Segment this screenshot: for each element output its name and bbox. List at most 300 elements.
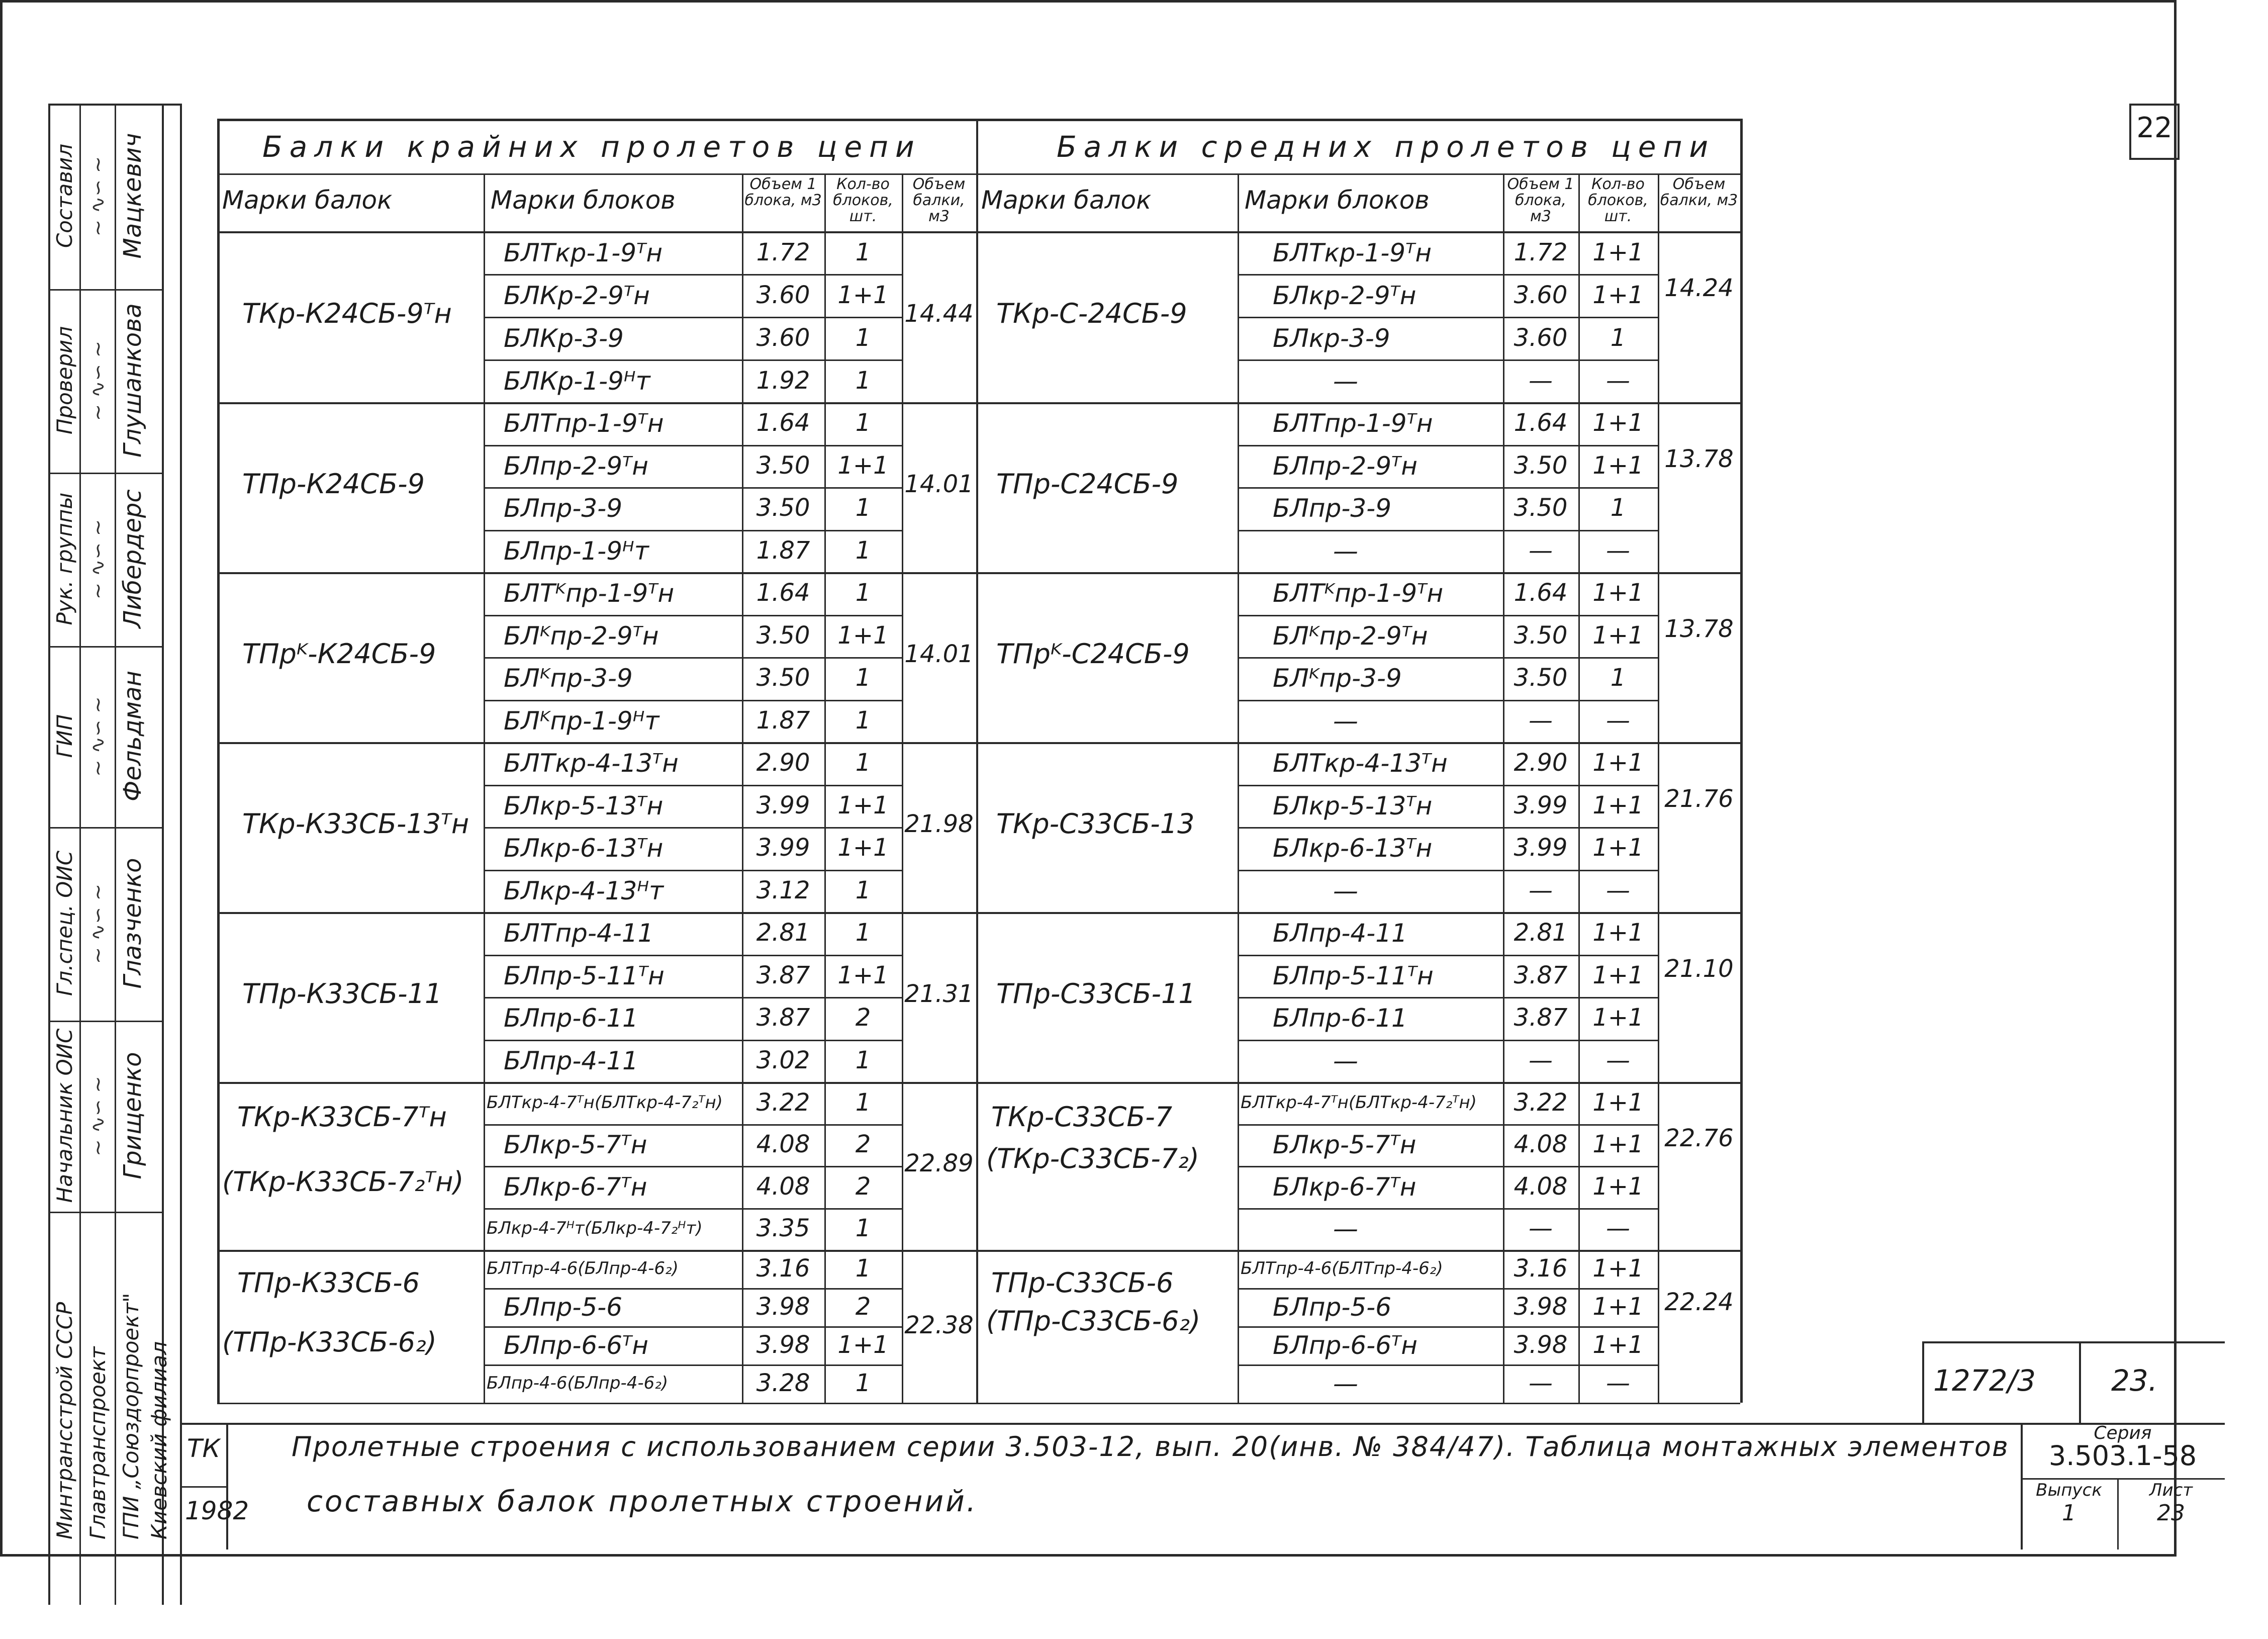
left-block-volume: 3.12 bbox=[756, 876, 810, 904]
right-block-mark: БЛТкр-4-7ᵀн(БЛТкр-4-7₂ᵀн) bbox=[1241, 1092, 1477, 1113]
organization-line: ГПИ „Союздорпроект" bbox=[119, 1293, 143, 1539]
right-beam-mark: ТПрᴷ-С24СБ-9 bbox=[996, 638, 1190, 670]
right-block-volume: 3.50 bbox=[1514, 494, 1568, 522]
row-divider bbox=[484, 274, 902, 276]
right-beam-volume: 22.24 bbox=[1664, 1288, 1734, 1316]
left-block-volume: 1.72 bbox=[756, 238, 810, 266]
left-block-count: 1+1 bbox=[837, 834, 889, 862]
right-block-volume: 3.87 bbox=[1514, 961, 1568, 989]
left-block-volume: 1.64 bbox=[756, 409, 810, 437]
right-block-count: — bbox=[1606, 706, 1630, 735]
left-block-volume: 1.87 bbox=[756, 536, 810, 565]
stamp-divider bbox=[180, 1486, 226, 1488]
left-block-volume: 3.98 bbox=[756, 1293, 810, 1321]
page-number: 23. bbox=[2111, 1363, 2158, 1398]
table-center-divider bbox=[976, 119, 978, 1403]
col-header-beam-marks: Марки балок bbox=[222, 186, 393, 215]
row-divider bbox=[484, 955, 902, 956]
row-divider bbox=[1238, 1326, 1658, 1328]
left-block-volume: 3.87 bbox=[756, 961, 810, 989]
col-header-beam-volume-right: Объем балки, м3 bbox=[1660, 175, 1738, 209]
right-block-volume: — bbox=[1529, 706, 1553, 735]
group-divider bbox=[217, 912, 1740, 914]
right-block-mark: БЛкр-2-9ᵀн bbox=[1273, 281, 1416, 310]
row-divider bbox=[484, 1040, 902, 1041]
strip-role: Гл.спец. ОИС bbox=[52, 850, 77, 996]
left-block-volume: 4.08 bbox=[756, 1172, 810, 1201]
right-block-count: 1+1 bbox=[1592, 834, 1644, 862]
row-divider bbox=[484, 700, 902, 701]
left-block-mark: БЛпр-3-9 bbox=[504, 494, 623, 523]
header-divider bbox=[217, 173, 1740, 175]
code-box-divider bbox=[2079, 1341, 2081, 1423]
strip-role: ГИП bbox=[52, 714, 77, 758]
right-block-mark: БЛТкр-1-9ᵀн bbox=[1273, 238, 1432, 267]
left-block-mark: БЛкр-4-7ᴴт(БЛкр-4-7₂ᴴт) bbox=[487, 1218, 703, 1239]
right-beam-volume: 13.78 bbox=[1664, 614, 1734, 643]
left-beam-mark: ТПр-К33СБ-6 bbox=[237, 1267, 420, 1299]
right-block-volume: — bbox=[1529, 1369, 1553, 1397]
right-block-volume: — bbox=[1529, 536, 1553, 565]
column-divider bbox=[1238, 173, 1239, 1403]
series-value: 3.503.1-58 bbox=[2048, 1440, 2197, 1472]
col-header-block-volume-right: Объем 1 блока, м3 bbox=[1507, 175, 1574, 225]
col-header-beam-marks-right: Марки балок bbox=[981, 186, 1152, 215]
table-left-border bbox=[217, 119, 220, 1403]
title-line-1: Пролетные строения с использованием серии 3.503-12, вып. 20(инв. № 384/47). Таблица монтажных элементов bbox=[292, 1431, 2009, 1463]
strip-role: Рук. группы bbox=[52, 492, 77, 625]
col-header-block-count: Кол-во блоков, шт. bbox=[833, 175, 893, 225]
stamp-top-border bbox=[180, 1423, 2225, 1425]
right-block-mark: БЛпр-4-11 bbox=[1273, 919, 1407, 948]
left-block-count: 1 bbox=[855, 366, 871, 395]
right-block-volume: 3.98 bbox=[1514, 1331, 1568, 1359]
right-block-count: 1 bbox=[1610, 323, 1626, 352]
right-block-mark: БЛᴷпр-3-9 bbox=[1273, 664, 1402, 693]
row-divider bbox=[484, 785, 902, 786]
right-block-volume: 2.81 bbox=[1514, 919, 1568, 947]
col-header-block-marks: Марки блоков bbox=[491, 186, 676, 215]
right-block-volume: 4.08 bbox=[1514, 1172, 1568, 1201]
right-block-mark: — bbox=[1333, 1046, 1358, 1075]
right-block-mark: БЛТкр-4-13ᵀн bbox=[1273, 749, 1448, 778]
right-block-mark: БЛпр-6-6ᵀн bbox=[1273, 1331, 1418, 1360]
signature-mark: ~ ∿∽ ~ bbox=[86, 1076, 110, 1156]
organization-line: Минтрансстрой СССР bbox=[52, 1302, 77, 1539]
organization-line: Главтранспроект bbox=[85, 1346, 110, 1539]
left-block-volume: 3.35 bbox=[756, 1214, 810, 1243]
right-block-volume: 3.60 bbox=[1514, 281, 1568, 309]
column-divider bbox=[484, 173, 485, 1403]
left-beam-mark: ТКр-К33СБ-7ᵀн bbox=[237, 1101, 447, 1133]
left-block-count: 1 bbox=[855, 323, 871, 352]
row-divider bbox=[484, 1124, 902, 1126]
right-block-volume: 4.08 bbox=[1514, 1130, 1568, 1159]
left-block-count: 1+1 bbox=[837, 961, 889, 989]
right-block-count: — bbox=[1606, 1369, 1630, 1397]
right-block-count: 1+1 bbox=[1592, 749, 1644, 777]
row-divider bbox=[484, 1208, 902, 1210]
right-block-mark: БЛпр-5-6 bbox=[1273, 1293, 1392, 1322]
left-block-mark: БЛТᴷпр-1-9ᵀн bbox=[504, 579, 675, 608]
right-block-volume: 3.99 bbox=[1514, 834, 1568, 862]
right-block-mark: БЛТᴷпр-1-9ᵀн bbox=[1273, 579, 1444, 608]
right-block-count: 1+1 bbox=[1592, 791, 1644, 820]
left-block-mark: БЛТпр-4-11 bbox=[504, 919, 654, 948]
col-header-block-volume: Объем 1 блока, м3 bbox=[744, 175, 822, 209]
left-block-volume: 3.50 bbox=[756, 664, 810, 692]
left-block-count: 1+1 bbox=[837, 281, 889, 309]
left-block-volume: 3.60 bbox=[756, 281, 810, 309]
rule-line bbox=[180, 104, 182, 1605]
rule-line bbox=[79, 104, 81, 1605]
left-block-volume: 3.99 bbox=[756, 834, 810, 862]
strip-name: Грищенко bbox=[119, 1052, 147, 1179]
left-block-volume: 3.60 bbox=[756, 323, 810, 352]
row-divider bbox=[484, 487, 902, 489]
row-divider bbox=[1238, 530, 1658, 531]
signature-mark: ~ ∿∽ ~ bbox=[86, 519, 110, 600]
right-block-count: 1+1 bbox=[1592, 1254, 1644, 1283]
group-divider bbox=[217, 572, 1740, 574]
right-section-header: Балки средних пролетов цепи bbox=[1057, 130, 1716, 164]
right-block-mark: БЛкр-6-7ᵀн bbox=[1273, 1172, 1416, 1202]
left-block-count: 1 bbox=[855, 536, 871, 565]
tk-label: ТК bbox=[187, 1434, 221, 1463]
table-top-border bbox=[217, 119, 1740, 121]
right-block-volume: 2.90 bbox=[1514, 749, 1568, 777]
left-block-mark: БЛпр-5-11ᵀн bbox=[504, 961, 665, 990]
right-beam-volume: 21.10 bbox=[1664, 954, 1734, 983]
right-block-mark: БЛпр-5-11ᵀн bbox=[1273, 961, 1434, 990]
left-block-mark: БЛᴷпр-1-9ᴴт bbox=[504, 706, 659, 736]
row-divider bbox=[1238, 1166, 1658, 1167]
row-divider bbox=[1238, 1124, 1658, 1126]
left-block-count: 1 bbox=[855, 876, 871, 904]
table-bottom-border bbox=[217, 1403, 1740, 1404]
row-divider bbox=[1238, 359, 1658, 361]
right-block-count: 1+1 bbox=[1592, 1004, 1644, 1032]
left-block-volume: 1.92 bbox=[756, 366, 810, 395]
row-divider bbox=[484, 1326, 902, 1328]
right-block-volume: 3.98 bbox=[1514, 1293, 1568, 1321]
right-block-count: 1+1 bbox=[1592, 451, 1644, 480]
left-block-mark: БЛТпр-4-6(БЛпр-4-6₂) bbox=[487, 1258, 679, 1279]
left-block-mark: БЛТпр-1-9ᵀн bbox=[504, 409, 664, 438]
left-block-mark: БЛпр-4-11 bbox=[504, 1046, 638, 1075]
row-divider bbox=[1238, 1364, 1658, 1366]
right-block-volume: 3.50 bbox=[1514, 664, 1568, 692]
left-beam-volume: 14.01 bbox=[904, 640, 974, 669]
left-block-count: 2 bbox=[855, 1004, 871, 1032]
left-block-mark: БЛᴷпр-3-9 bbox=[504, 664, 633, 693]
right-block-count: 1+1 bbox=[1592, 1130, 1644, 1159]
right-block-mark: — bbox=[1333, 876, 1358, 905]
strip-name: Глазченко bbox=[119, 858, 147, 989]
left-block-volume: 2.90 bbox=[756, 749, 810, 777]
left-beam-mark-alt: (ТПр-К33СБ-6₂) bbox=[222, 1326, 437, 1358]
right-block-mark: — bbox=[1333, 1369, 1358, 1398]
strip-role: Проверил bbox=[52, 326, 77, 435]
left-block-mark: БЛкр-4-13ᴴт bbox=[504, 876, 664, 905]
left-block-mark: БЛкр-5-7ᵀн bbox=[504, 1130, 647, 1160]
right-block-volume: 3.50 bbox=[1514, 451, 1568, 480]
right-block-count: 1 bbox=[1610, 664, 1626, 692]
left-block-volume: 3.16 bbox=[756, 1254, 810, 1283]
right-beam-mark: ТКр-С33СБ-13 bbox=[996, 807, 1195, 840]
title-line-2: составных балок пролетных строений. bbox=[307, 1484, 978, 1518]
left-block-volume: 3.02 bbox=[756, 1046, 810, 1074]
right-block-mark: — bbox=[1333, 706, 1358, 736]
right-beam-volume: 14.24 bbox=[1664, 274, 1734, 302]
row-divider bbox=[1238, 274, 1658, 276]
left-block-count: 1+1 bbox=[837, 451, 889, 480]
left-beam-volume: 14.44 bbox=[904, 300, 974, 328]
signature-mark: ~ ∿∽ ~ bbox=[86, 340, 110, 421]
left-block-mark: БЛпр-4-6(БЛпр-4-6₂) bbox=[487, 1373, 669, 1393]
strip-name: Фельдман bbox=[119, 671, 147, 802]
rule-line bbox=[48, 1021, 162, 1022]
strip-name: Глушанкова bbox=[119, 303, 147, 458]
right-block-volume: 3.99 bbox=[1514, 791, 1568, 820]
left-block-volume: 3.50 bbox=[756, 494, 810, 522]
drawing-code: 1272/3 bbox=[1933, 1363, 2036, 1398]
group-divider bbox=[217, 1250, 1740, 1252]
right-block-volume: 1.72 bbox=[1514, 238, 1568, 266]
left-block-count: 1 bbox=[855, 1254, 871, 1283]
right-beam-mark: ТКр-С-24СБ-9 bbox=[996, 297, 1187, 329]
left-block-count: 2 bbox=[855, 1293, 871, 1321]
left-block-volume: 3.87 bbox=[756, 1004, 810, 1032]
left-block-mark: БЛпр-1-9ᴴт bbox=[504, 536, 649, 566]
row-divider bbox=[484, 317, 902, 318]
row-divider bbox=[484, 530, 902, 531]
stamp-divider bbox=[226, 1423, 228, 1550]
left-block-count: 2 bbox=[855, 1130, 871, 1159]
left-section-header: Балки крайних пролетов цепи bbox=[262, 130, 921, 164]
left-beam-mark-alt: (ТКр-К33СБ-7₂ᵀн) bbox=[222, 1166, 464, 1198]
left-block-mark: БЛТкр-1-9ᵀн bbox=[504, 238, 663, 267]
issue-value: 1 bbox=[2062, 1500, 2076, 1526]
col-header-beam-volume: Объем балки, м3 bbox=[912, 175, 966, 225]
left-beam-mark: ТПр-К33СБ-11 bbox=[242, 977, 442, 1010]
col-header-block-count-right: Кол-во блоков, шт. bbox=[1588, 175, 1648, 225]
rule-line bbox=[48, 104, 162, 105]
right-block-count: — bbox=[1606, 536, 1630, 565]
rule-line bbox=[48, 289, 162, 291]
row-divider bbox=[1238, 955, 1658, 956]
column-divider bbox=[902, 173, 903, 1403]
left-block-count: 1 bbox=[855, 919, 871, 947]
left-beam-mark: ТКр-К33СБ-13ᵀн bbox=[242, 807, 469, 840]
rule-line bbox=[48, 473, 162, 474]
right-block-count: 1+1 bbox=[1592, 919, 1644, 947]
right-block-count: 1+1 bbox=[1592, 409, 1644, 437]
left-block-mark: БЛᴷпр-2-9ᵀн bbox=[504, 621, 659, 651]
row-divider bbox=[1238, 657, 1658, 659]
group-divider bbox=[217, 1082, 1740, 1084]
row-divider bbox=[484, 1288, 902, 1290]
row-divider bbox=[1238, 445, 1658, 446]
row-divider bbox=[1238, 870, 1658, 871]
left-block-count: 1+1 bbox=[837, 1331, 889, 1359]
header-divider bbox=[217, 231, 1740, 233]
right-block-count: 1+1 bbox=[1592, 1293, 1644, 1321]
left-block-count: 1+1 bbox=[837, 621, 889, 650]
row-divider bbox=[1238, 487, 1658, 489]
left-block-mark: БЛпр-5-6 bbox=[504, 1293, 623, 1322]
row-divider bbox=[1238, 1208, 1658, 1210]
right-block-mark: БЛкр-3-9 bbox=[1273, 323, 1390, 353]
left-beam-volume: 14.01 bbox=[904, 470, 974, 499]
right-block-volume: — bbox=[1529, 1214, 1553, 1243]
left-block-volume: 4.08 bbox=[756, 1130, 810, 1159]
left-block-mark: БЛкр-6-13ᵀн bbox=[504, 834, 664, 863]
left-block-count: 1 bbox=[855, 579, 871, 607]
signature-mark: ~ ∿∽ ~ bbox=[86, 156, 110, 237]
series-label: Серия bbox=[2094, 1423, 2152, 1443]
left-beam-mark: ТКр-К24СБ-9ᵀн bbox=[242, 297, 452, 329]
right-block-count: 1+1 bbox=[1592, 1331, 1644, 1359]
left-block-volume: 1.87 bbox=[756, 706, 810, 735]
right-block-volume: — bbox=[1529, 876, 1553, 904]
left-block-volume: 3.50 bbox=[756, 451, 810, 480]
left-block-count: 2 bbox=[855, 1172, 871, 1201]
left-block-mark: БЛкр-5-13ᵀн bbox=[504, 791, 664, 821]
right-block-count: — bbox=[1606, 876, 1630, 904]
sheet-value: 23 bbox=[2157, 1500, 2185, 1526]
left-block-mark: БЛКр-3-9 bbox=[504, 323, 624, 353]
left-block-count: 1 bbox=[855, 664, 871, 692]
left-block-volume: 3.22 bbox=[756, 1088, 810, 1117]
left-beam-volume: 22.38 bbox=[904, 1311, 974, 1339]
left-block-volume: 3.98 bbox=[756, 1331, 810, 1359]
left-block-mark: БЛпр-6-11 bbox=[504, 1004, 638, 1033]
row-divider bbox=[484, 445, 902, 446]
right-block-mark: БЛкр-5-13ᵀн bbox=[1273, 791, 1433, 821]
left-block-mark: БЛкр-6-7ᵀн bbox=[504, 1172, 647, 1202]
row-divider bbox=[484, 997, 902, 998]
right-block-count: 1+1 bbox=[1592, 238, 1644, 266]
left-block-mark: БЛпр-2-9ᵀн bbox=[504, 451, 648, 481]
left-block-mark: БЛКр-2-9ᵀн bbox=[504, 281, 650, 310]
right-block-volume: 3.50 bbox=[1514, 621, 1568, 650]
table-right-border bbox=[1740, 119, 1743, 1403]
signature-mark: ~ ∿∽ ~ bbox=[86, 696, 110, 777]
row-divider bbox=[484, 359, 902, 361]
right-block-count: 1+1 bbox=[1592, 961, 1644, 989]
left-beam-volume: 22.89 bbox=[904, 1149, 974, 1177]
row-divider bbox=[484, 615, 902, 616]
left-block-count: 1 bbox=[855, 706, 871, 735]
left-block-volume: 3.50 bbox=[756, 621, 810, 650]
right-block-volume: 3.87 bbox=[1514, 1004, 1568, 1032]
right-block-volume: 1.64 bbox=[1514, 579, 1568, 607]
rule-line bbox=[48, 646, 162, 648]
right-block-count: 1 bbox=[1610, 494, 1626, 522]
rule-line bbox=[48, 827, 162, 829]
right-block-mark: БЛТпр-4-6(БЛТпр-4-6₂) bbox=[1241, 1258, 1443, 1279]
left-block-count: 1 bbox=[855, 749, 871, 777]
right-block-count: 1+1 bbox=[1592, 1088, 1644, 1117]
row-divider bbox=[1238, 827, 1658, 829]
group-divider bbox=[217, 742, 1740, 744]
group-divider bbox=[217, 402, 1740, 404]
row-divider bbox=[484, 1166, 902, 1167]
right-block-mark: БЛпр-3-9 bbox=[1273, 494, 1392, 523]
left-block-mark: БЛТкр-4-13ᵀн bbox=[504, 749, 679, 778]
rule-line bbox=[115, 104, 116, 1605]
right-block-mark: БЛпр-2-9ᵀн bbox=[1273, 451, 1418, 481]
right-block-count: — bbox=[1606, 366, 1630, 395]
right-beam-volume: 22.76 bbox=[1664, 1124, 1734, 1152]
left-block-volume: 3.28 bbox=[756, 1369, 810, 1397]
sheet-label: Лист bbox=[2149, 1480, 2193, 1500]
right-beam-mark: ТКр-С33СБ-7 bbox=[991, 1101, 1173, 1133]
row-divider bbox=[1238, 785, 1658, 786]
strip-role: Начальник ОИС bbox=[52, 1028, 77, 1203]
right-beam-mark-alt: (ТКр-С33СБ-7₂) bbox=[986, 1143, 1199, 1175]
right-block-volume: — bbox=[1529, 1046, 1553, 1074]
row-divider bbox=[1238, 615, 1658, 616]
row-divider bbox=[484, 870, 902, 871]
left-block-mark: БЛТкр-4-7ᵀн(БЛТкр-4-7₂ᵀн) bbox=[487, 1092, 723, 1113]
year-label: 1982 bbox=[185, 1496, 249, 1525]
left-block-volume: 1.64 bbox=[756, 579, 810, 607]
right-beam-mark-alt: (ТПр-С33СБ-6₂) bbox=[986, 1305, 1201, 1337]
right-block-mark: БЛкр-5-7ᵀн bbox=[1273, 1130, 1416, 1160]
series-box-divider bbox=[2021, 1478, 2225, 1480]
left-block-volume: 2.81 bbox=[756, 919, 810, 947]
right-beam-volume: 13.78 bbox=[1664, 444, 1734, 473]
rule-line bbox=[48, 104, 50, 1605]
right-block-mark: — bbox=[1333, 1214, 1358, 1244]
right-block-mark: БЛпр-6-11 bbox=[1273, 1004, 1407, 1033]
right-beam-mark: ТПр-С33СБ-6 bbox=[991, 1267, 1174, 1299]
code-box-left bbox=[1922, 1341, 1924, 1423]
row-divider bbox=[1238, 1040, 1658, 1041]
right-block-volume: 3.16 bbox=[1514, 1254, 1568, 1283]
right-block-mark: БЛкр-6-13ᵀн bbox=[1273, 834, 1433, 863]
left-block-count: 1 bbox=[855, 1369, 871, 1397]
right-block-mark: БЛТпр-1-9ᵀн bbox=[1273, 409, 1433, 438]
row-divider bbox=[484, 1364, 902, 1366]
right-block-count: 1+1 bbox=[1592, 579, 1644, 607]
left-block-mark: БЛКр-1-9ᴴт bbox=[504, 366, 650, 396]
signature-mark: ~ ∿∽ ~ bbox=[86, 883, 110, 964]
left-block-count: 1+1 bbox=[837, 791, 889, 820]
right-block-count: — bbox=[1606, 1214, 1630, 1243]
left-beam-volume: 21.31 bbox=[904, 980, 974, 1009]
left-block-mark: БЛпр-6-6ᵀн bbox=[504, 1331, 648, 1360]
right-block-mark: БЛᴷпр-2-9ᵀн bbox=[1273, 621, 1428, 651]
right-block-volume: — bbox=[1529, 366, 1553, 395]
right-block-count: 1+1 bbox=[1592, 1172, 1644, 1201]
left-block-count: 1 bbox=[855, 1088, 871, 1117]
right-block-volume: 1.64 bbox=[1514, 409, 1568, 437]
sheet-number: 22 bbox=[2136, 112, 2172, 144]
right-block-count: 1+1 bbox=[1592, 281, 1644, 309]
organization-line: Киевский филиал bbox=[147, 1341, 171, 1539]
left-block-count: 1 bbox=[855, 409, 871, 437]
row-divider bbox=[1238, 997, 1658, 998]
right-beam-mark: ТПр-С24СБ-9 bbox=[996, 468, 1179, 500]
right-block-volume: 3.60 bbox=[1514, 323, 1568, 352]
issue-label: Выпуск bbox=[2036, 1480, 2102, 1500]
left-block-count: 1 bbox=[855, 238, 871, 266]
left-block-count: 1 bbox=[855, 1214, 871, 1243]
right-beam-volume: 21.76 bbox=[1664, 784, 1734, 813]
